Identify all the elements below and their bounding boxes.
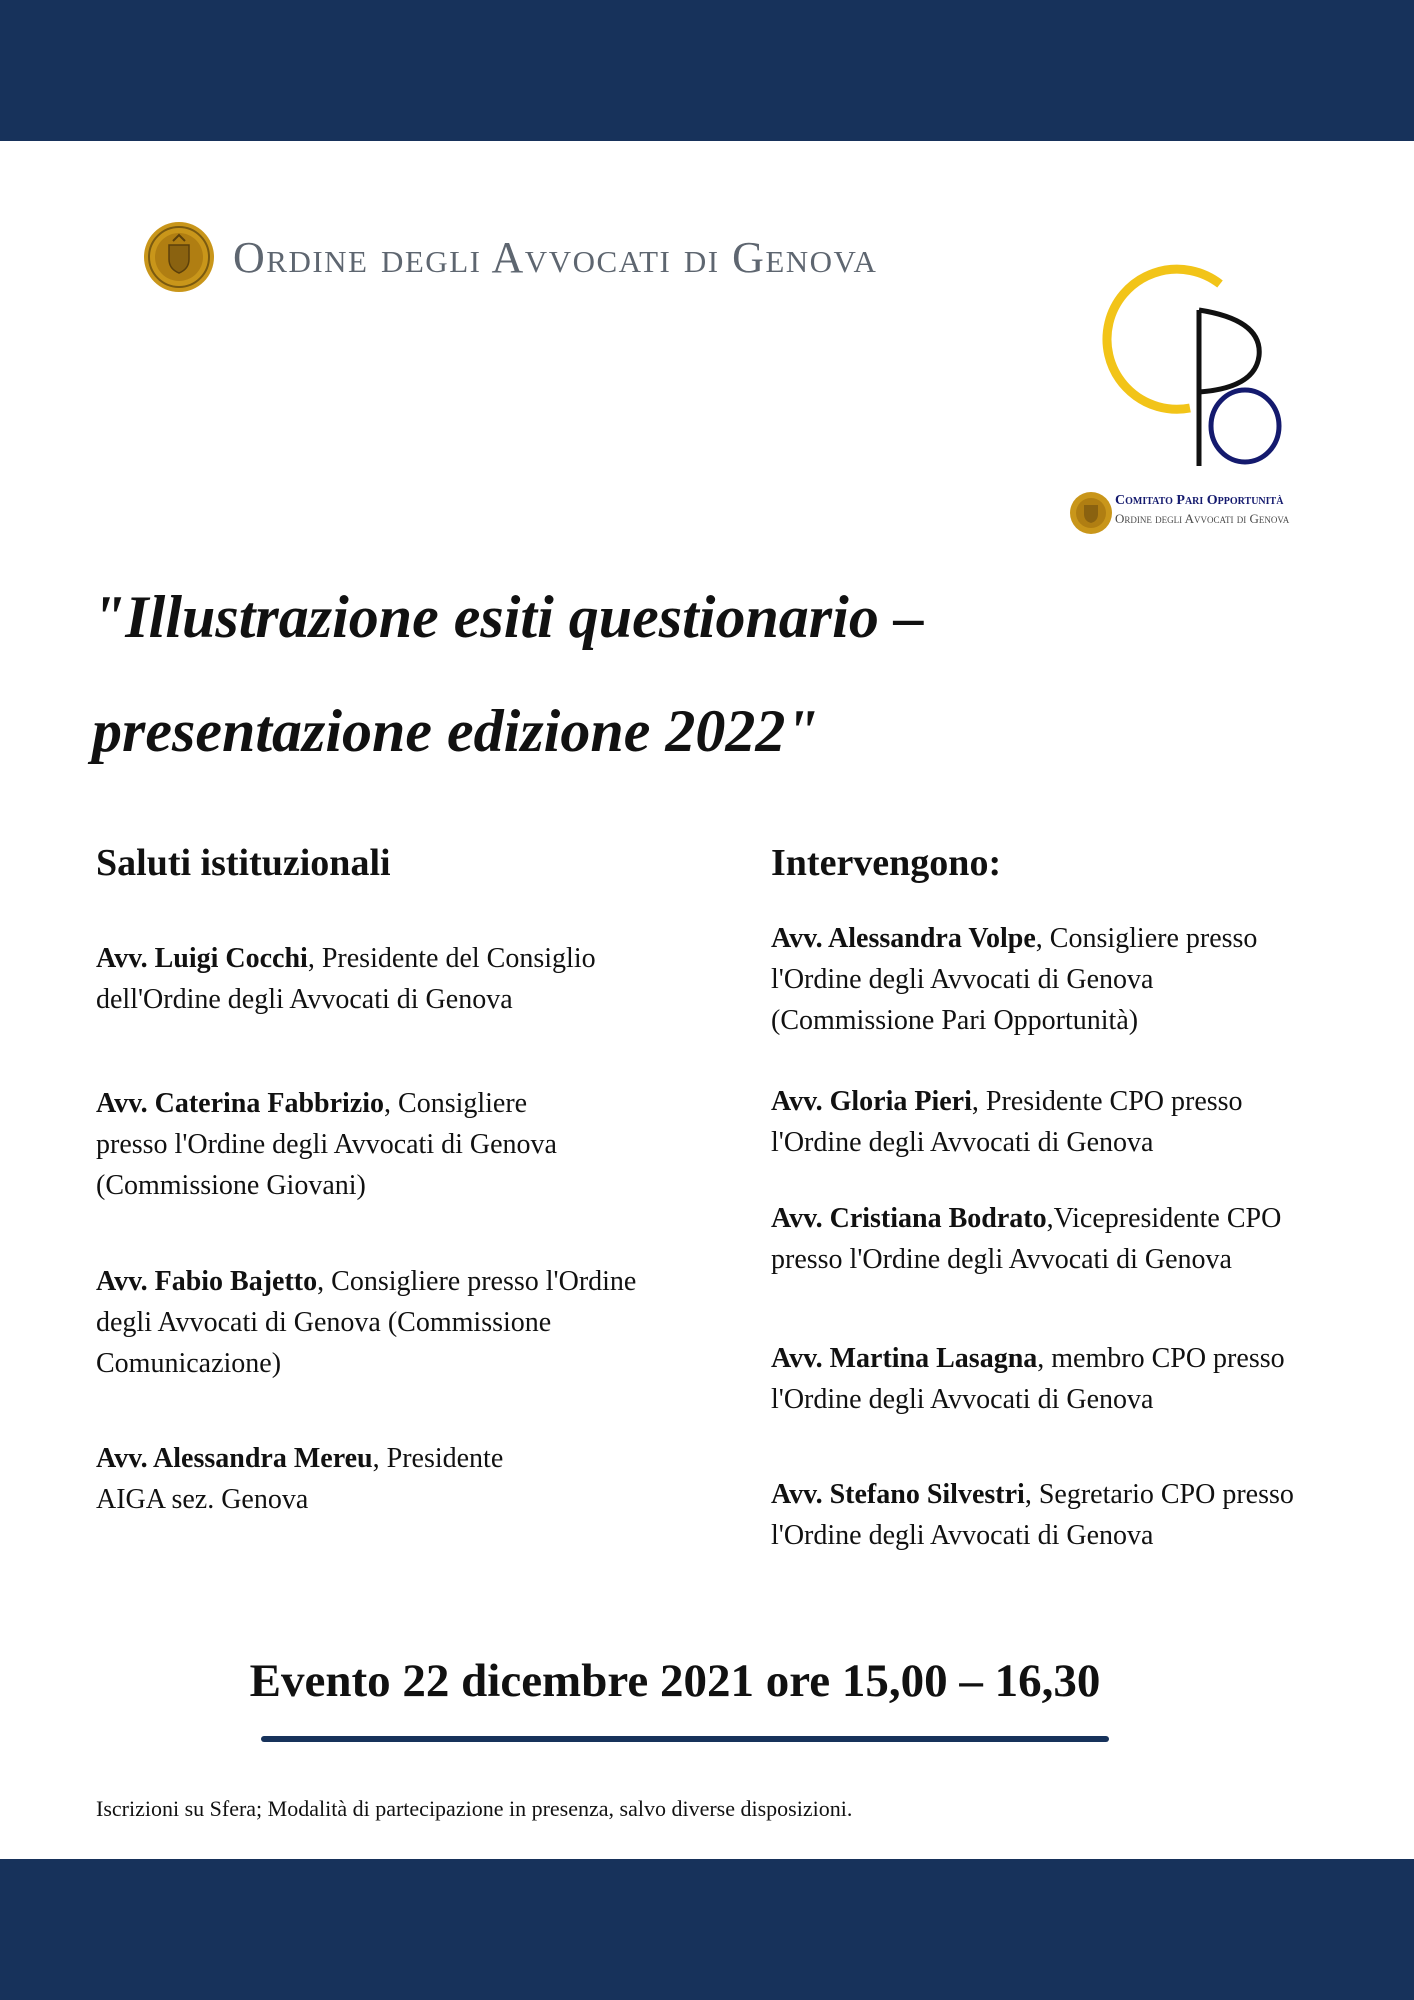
- speaker-role: , membro CPO presso: [1037, 1343, 1285, 1374]
- org-name: Ordine degli Avvocati di Genova: [233, 232, 878, 282]
- speaker-entry: [96, 1438, 503, 1520]
- speaker-role: , Consigliere presso: [1035, 923, 1258, 954]
- speaker-role: ,Vicepresidente CPO: [1046, 1203, 1282, 1234]
- speaker-role: , Segretario CPO presso: [1024, 1479, 1294, 1510]
- speaker-entry: [771, 1081, 1243, 1163]
- intervengono-column: [771, 838, 1341, 1551]
- speaker-role: , Presidente: [372, 1443, 504, 1474]
- speaker-entry: [96, 1261, 636, 1384]
- cpo-caption-subtitle: Ordine degli Avvocati di Genova: [1115, 511, 1290, 526]
- speaker-role: degli Avvocati di Genova (Commissione: [96, 1307, 552, 1338]
- saluti-heading: Saluti istituzionali: [96, 842, 391, 884]
- speaker-entry: [96, 1083, 557, 1206]
- event-date-time: Evento 22 dicembre 2021 ore 15,00 – 16,30: [249, 1655, 1101, 1707]
- top-band: [0, 0, 1414, 141]
- speaker-role: l'Ordine degli Avvocati di Genova: [771, 1127, 1154, 1158]
- order-seal-icon: [143, 221, 215, 293]
- speaker-role: , Consigliere: [384, 1088, 528, 1119]
- speaker-role: , Presidente CPO presso: [971, 1086, 1243, 1117]
- speaker-role: l'Ordine degli Avvocati di Genova: [771, 1520, 1154, 1551]
- registration-note: Iscrizioni su Sfera; Modalità di partecipazione in presenza, salvo diverse disposizioni.: [96, 1796, 853, 1821]
- speaker-role: presso l'Ordine degli Avvocati di Genova: [96, 1129, 557, 1160]
- speaker-role: (Commissione Pari Opportunità): [771, 1005, 1139, 1036]
- speaker-role: dell'Ordine degli Avvocati di Genova: [96, 984, 513, 1015]
- speaker-entry: [771, 1338, 1285, 1420]
- event-title-line2: presentazione edizione 2022": [92, 698, 819, 764]
- cpo-logo: [1065, 258, 1345, 538]
- intervengono-heading: Intervengono:: [771, 842, 1002, 884]
- cpo-caption-title: Comitato Pari Opportunità: [1115, 493, 1284, 508]
- event-title-line1: "Illustrazione esiti questionario –: [92, 584, 924, 650]
- speaker-name: Avv. Caterina Fabbrizio: [96, 1088, 385, 1119]
- speaker-name: Avv. Stefano Silvestri: [771, 1479, 1025, 1510]
- speaker-entry: [771, 1198, 1281, 1280]
- speaker-name: Avv. Gloria Pieri: [771, 1086, 972, 1117]
- speaker-name: Avv. Cristiana Bodrato: [771, 1203, 1047, 1234]
- speaker-role: presso l'Ordine degli Avvocati di Genova: [771, 1244, 1232, 1275]
- speaker-name: Avv. Alessandra Volpe: [771, 923, 1036, 954]
- speaker-role: l'Ordine degli Avvocati di Genova: [771, 1384, 1154, 1415]
- speaker-entry: [771, 1474, 1294, 1556]
- cpo-seal-icon: [1069, 491, 1113, 535]
- saluti-column: [96, 838, 696, 1515]
- speaker-role: l'Ordine degli Avvocati di Genova: [771, 964, 1154, 995]
- speaker-role: (Commissione Giovani): [96, 1170, 366, 1201]
- speaker-name: Avv. Alessandra Mereu: [96, 1443, 373, 1474]
- bottom-band: [0, 1859, 1414, 2000]
- speaker-name: Avv. Fabio Bajetto: [96, 1266, 318, 1297]
- speaker-entry: [771, 918, 1257, 1041]
- org-header: [143, 219, 877, 295]
- speaker-name: Avv. Luigi Cocchi: [96, 943, 308, 974]
- event-title: [92, 560, 1192, 788]
- speaker-role: AIGA sez. Genova: [96, 1484, 309, 1515]
- speaker-role: , Consigliere presso l'Ordine: [317, 1266, 637, 1297]
- speaker-role: Comunicazione): [96, 1348, 282, 1379]
- divider-rule: [261, 1736, 1109, 1742]
- speaker-role: , Presidente del Consiglio: [307, 943, 596, 974]
- speaker-name: Avv. Martina Lasagna: [771, 1343, 1038, 1374]
- speaker-entry: [96, 938, 596, 1020]
